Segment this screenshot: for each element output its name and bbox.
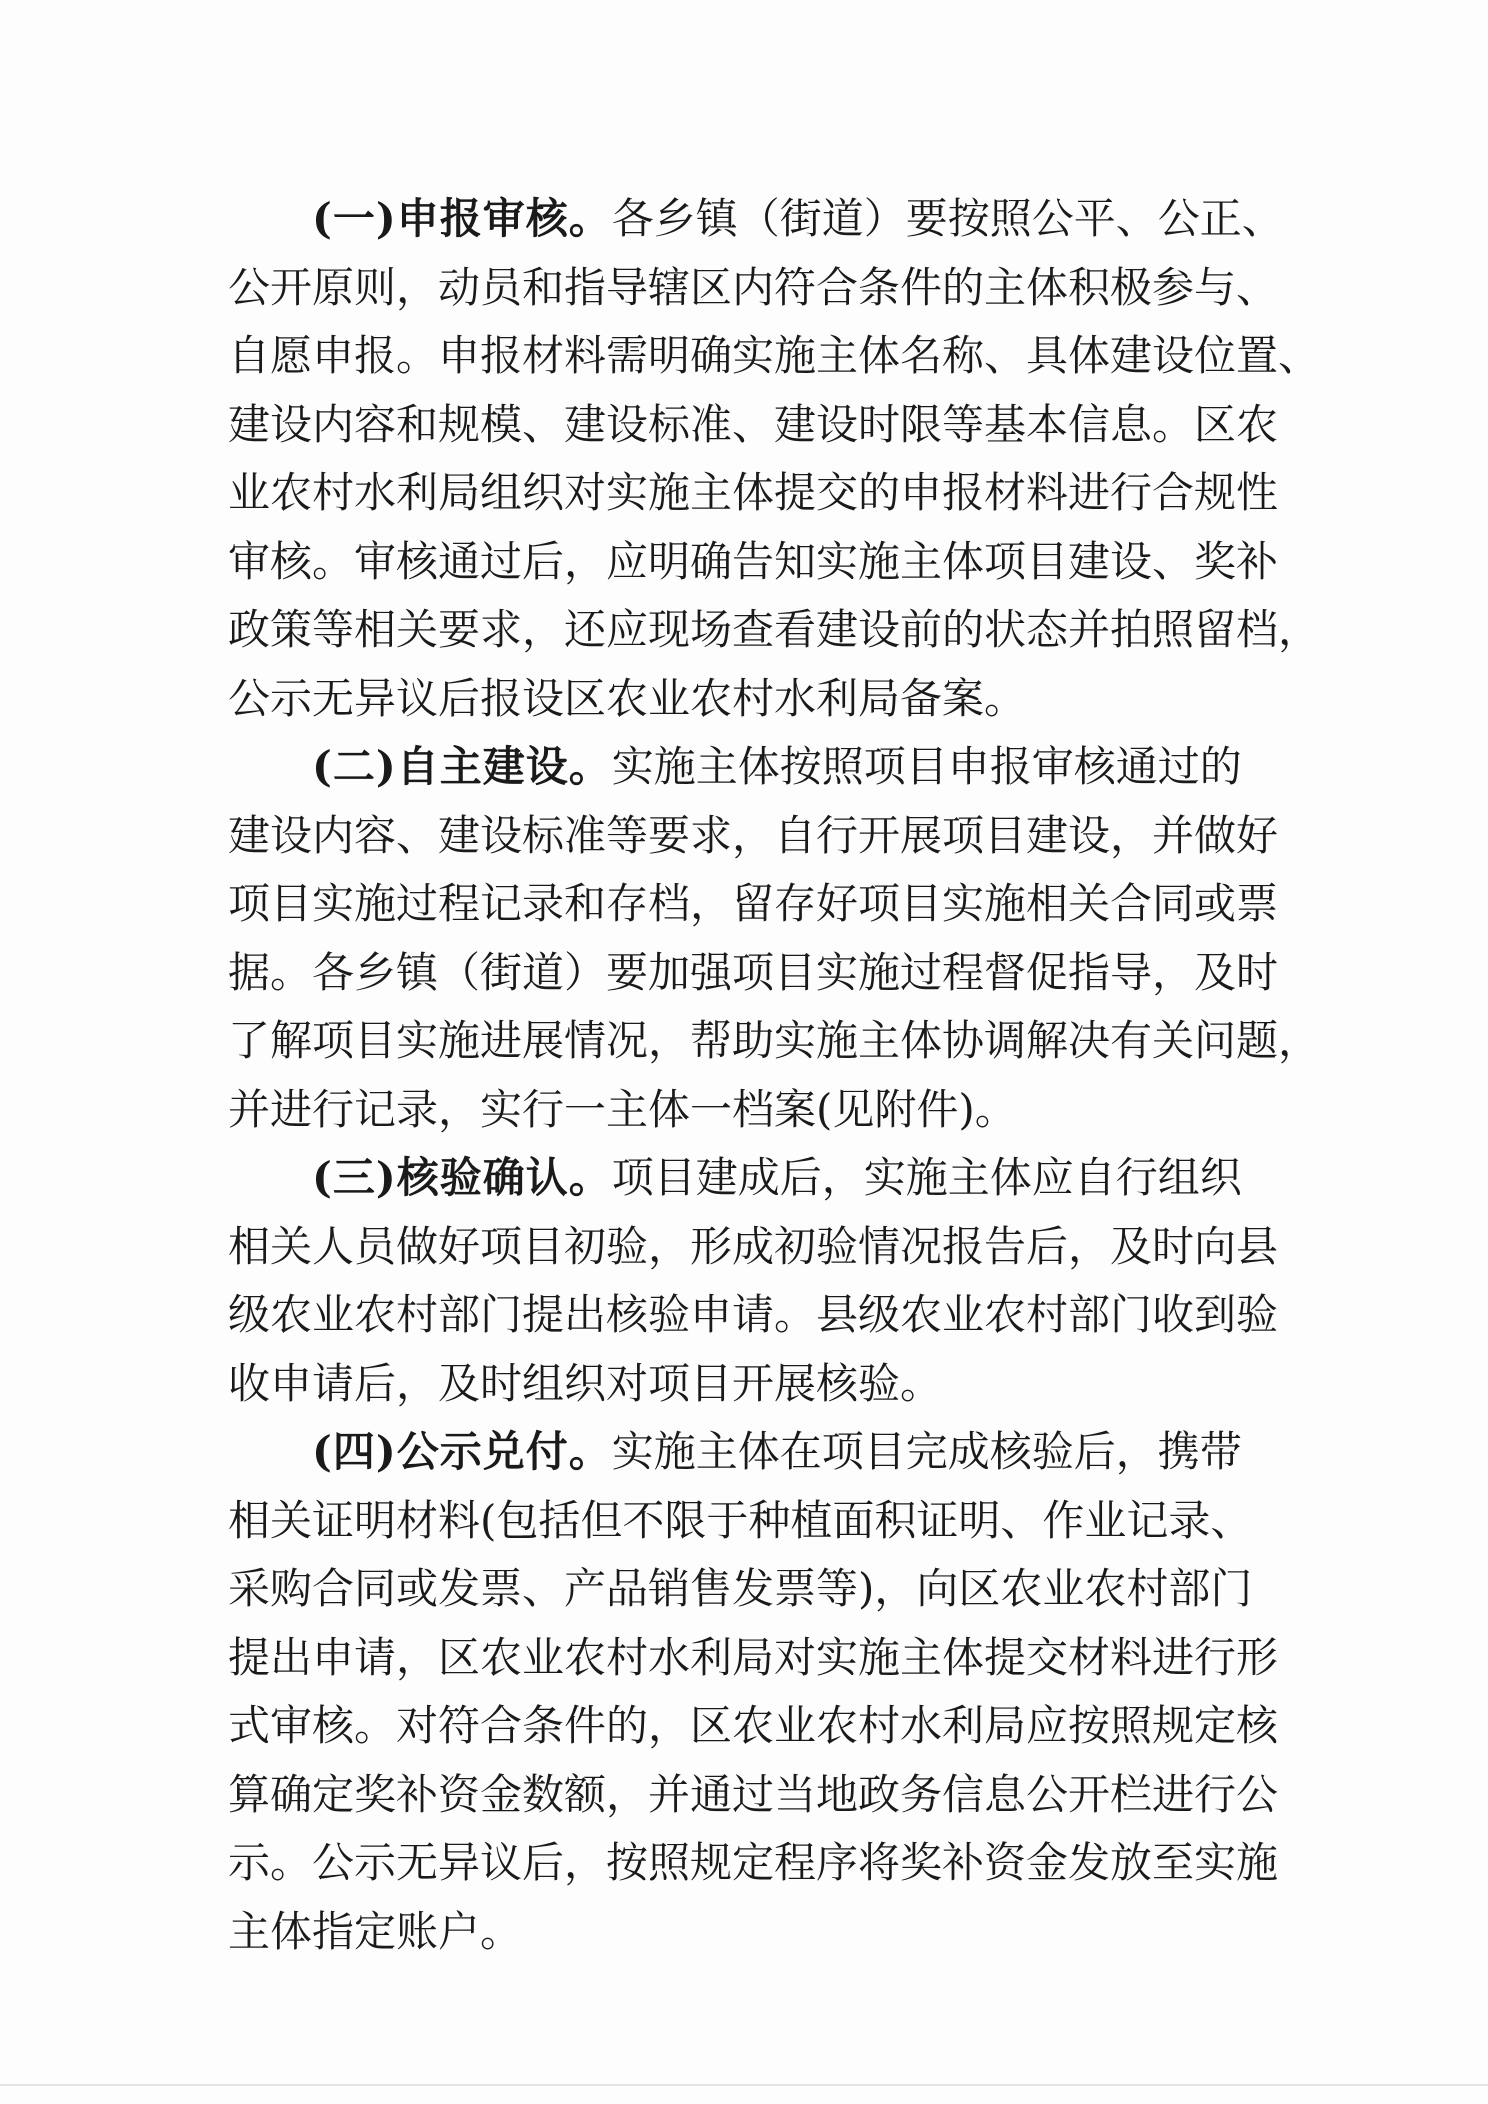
paragraph-3-line-1 <box>228 1144 1268 1213</box>
paragraph-3-line-2: 相关人员做好项目初验，形成初验情况报告后，及时向县 <box>228 1221 1279 1271</box>
paragraph-2-line-5: 了解项目实施进展情况，帮助实施主体协调解决有关问题， <box>228 1016 1321 1065</box>
paragraph-4-line-7: 示。公示无异议后，按照规定程序将奖补资金发放至实施 <box>228 1838 1279 1887</box>
paragraph-1-line-3: 自愿申报。申报材料需明确实施主体名称、具体建设位置、 <box>228 331 1321 380</box>
paragraph-2-line-3: 项目实施过程记录和存档，留存好项目实施相关合同或票 <box>228 879 1279 928</box>
paragraph-1-line-2: 公开原则，动员和指导辖区内符合条件的主体积极参与、 <box>228 262 1279 312</box>
paragraph-3-heading: (三)核验确认。 <box>312 1153 612 1202</box>
paragraph-2-text: 实施主体按照项目申报审核通过的 <box>611 742 1242 791</box>
paragraph-4-line-1 <box>228 1418 1268 1487</box>
paragraph-2-heading: (二)自主建设。 <box>312 742 612 791</box>
paragraph-2-line-6: 并进行记录，实行一主体一档案(见附件)。 <box>228 1084 1017 1134</box>
scan-bottom-edge <box>0 2084 1488 2086</box>
paragraph-2-line-4: 据。各乡镇（街道）要加强项目实施过程督促指导，及时 <box>228 947 1279 997</box>
paragraph-2-line-2: 建设内容、建设标准等要求，自行开展项目建设，并做好 <box>228 810 1279 860</box>
paragraph-1-line-8: 公示无异议后报设区农业农村水利局备案。 <box>228 673 1027 723</box>
paragraph-4-line-2: 相关证明材料(包括但不限于种植面积证明、作业记录、 <box>228 1495 1253 1545</box>
paragraph-4-line-4: 提出申请，区农业农村水利局对实施主体提交材料进行形 <box>228 1632 1279 1682</box>
paragraph-4-line-6: 算确定奖补资金数额，并通过当地政务信息公开栏进行公 <box>228 1769 1279 1819</box>
paragraph-1-line-1 <box>228 185 1284 254</box>
paragraph-4-line-5: 式审核。对符合条件的，区农业农村水利局应按照规定核 <box>228 1701 1279 1750</box>
paragraph-1-line-7: 政策等相关要求，还应现场查看建设前的状态并拍照留档， <box>228 605 1321 654</box>
paragraph-3-line-4: 收申请后，及时组织对项目开展核验。 <box>228 1358 943 1408</box>
paragraph-4-text: 实施主体在项目完成核验后，携带 <box>611 1427 1242 1476</box>
paragraph-1-heading: (一)申报审核。 <box>312 194 612 243</box>
paragraph-4-line-8: 主体指定账户。 <box>228 1906 523 1956</box>
document-body <box>228 185 1321 1966</box>
paragraph-3-text: 项目建成后，实施主体应自行组织 <box>611 1153 1242 1202</box>
paragraph-1-line-4: 建设内容和规模、建设标准、建设时限等基本信息。区农 <box>228 399 1279 449</box>
paragraph-1-line-5: 业农村水利局组织对实施主体提交的申报材料进行合规性 <box>228 468 1279 517</box>
paragraph-4-heading: (四)公示兑付。 <box>312 1427 612 1476</box>
paragraph-1-line-6: 审核。审核通过后，应明确告知实施主体项目建设、奖补 <box>228 536 1279 586</box>
paragraph-4-line-3: 采购合同或发票、产品销售发票等)，向区农业农村部门 <box>228 1564 1253 1613</box>
paragraph-3-line-3: 级农业农村部门提出核验申请。县级农业农村部门收到验 <box>228 1290 1279 1339</box>
paragraph-2-line-1 <box>228 733 1268 802</box>
paragraph-1-text: 各乡镇（街道）要按照公平、公正、 <box>611 194 1284 243</box>
